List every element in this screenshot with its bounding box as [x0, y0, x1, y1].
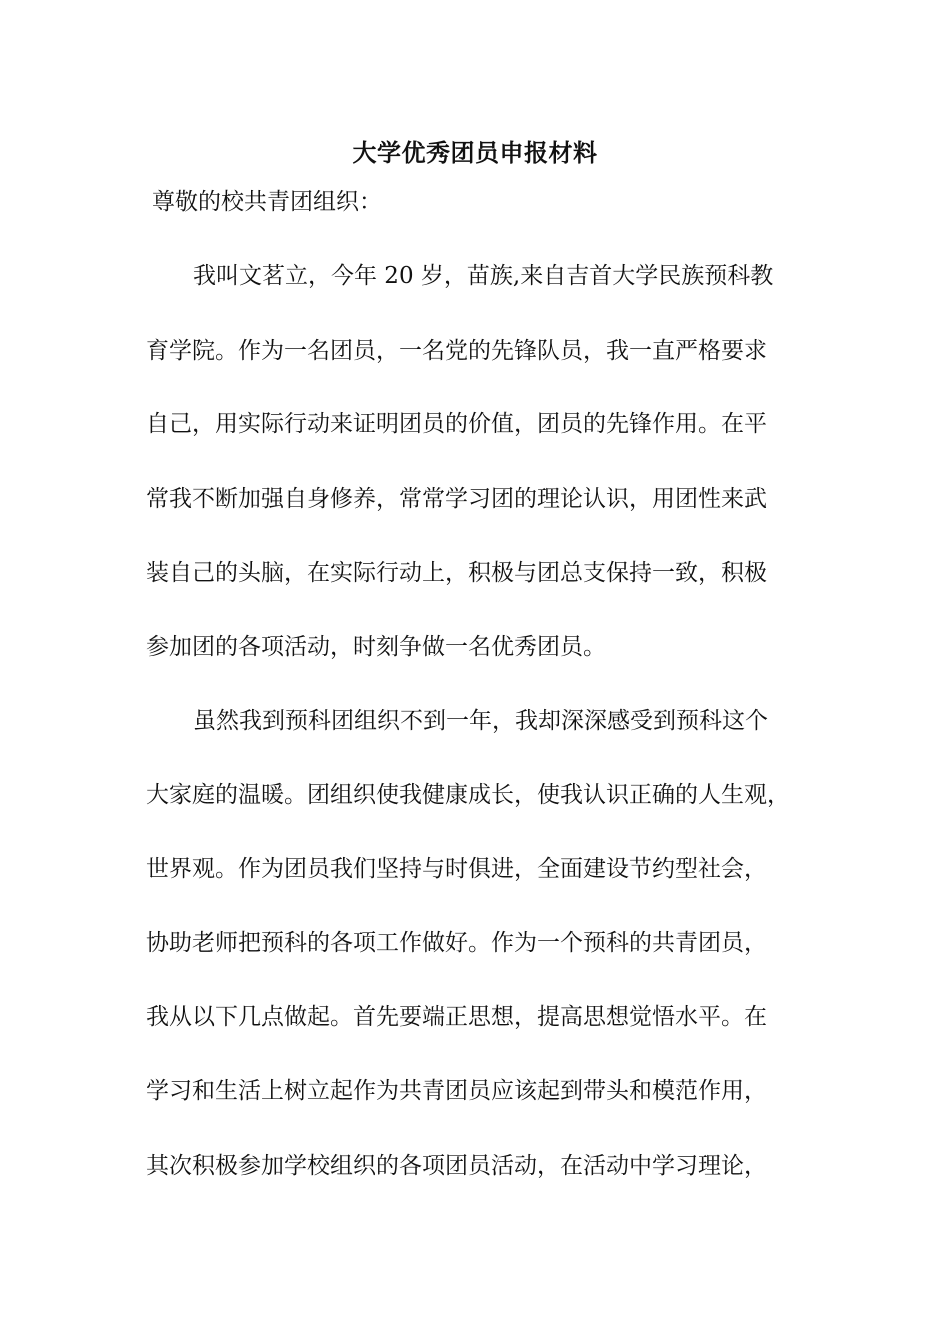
text-line: 我叫文茗立，今年 20 岁，苗族,来自吉首大学民族预科教: [193, 263, 774, 289]
text-line: 我从以下几点做起。首先要端正思想，提高思想觉悟水平。在: [146, 1004, 767, 1030]
text-line: 参加团的各项活动，时刻争做一名优秀团员。: [146, 634, 606, 660]
text-line: 常我不断加强自身修养，常常学习团的理论认识，用团性来武: [146, 486, 767, 512]
text-line: 世界观。作为团员我们坚持与时俱进，全面建设节约型社会，: [146, 856, 767, 882]
text-line: 其次积极参加学校组织的各项团员活动，在活动中学习理论，: [146, 1153, 767, 1179]
text-line: 自己，用实际行动来证明团员的价值，团员的先锋作用。在平: [146, 411, 767, 437]
text-line: 育学院。作为一名团员，一名党的先锋队员，我一直严格要求: [146, 338, 767, 364]
text-line: 装自己的头脑，在实际行动上，积极与团总支保持一致，积极: [146, 560, 767, 586]
salutation: 尊敬的校共青团组织：: [152, 189, 382, 215]
document-title: 大学优秀团员申报材料: [352, 138, 598, 167]
text-line: 虽然我到预科团组织不到一年，我却深深感受到预科这个: [193, 708, 768, 734]
text-line: 协助老师把预科的各项工作做好。作为一个预科的共青团员，: [146, 930, 767, 956]
text-line: 大家庭的温暖。团组织使我健康成长，使我认识正确的人生观，: [146, 782, 790, 808]
text-line: 学习和生活上树立起作为共青团员应该起到带头和模范作用，: [146, 1078, 767, 1104]
